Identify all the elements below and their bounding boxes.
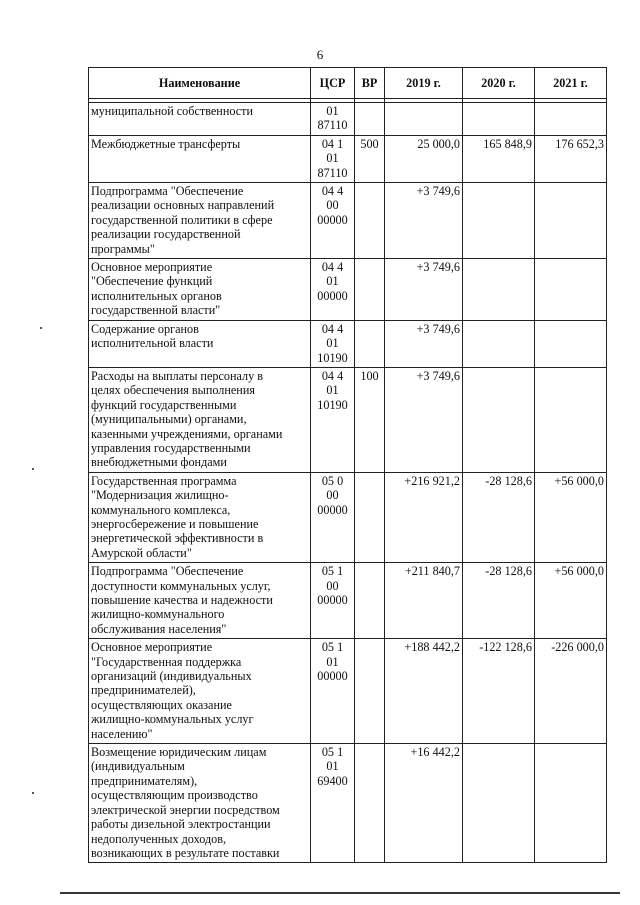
header-2019: 2019 г. — [385, 68, 463, 99]
table-header-row — [89, 68, 607, 99]
cell-2020 — [463, 367, 535, 472]
cell-2021 — [535, 320, 607, 367]
table-row — [89, 103, 607, 136]
cell-2020: -28 128,6 — [463, 472, 535, 562]
cell-2021: -226 000,0 — [535, 639, 607, 744]
cell-csr: 04 4 01 10190 — [311, 367, 355, 472]
cell-2020: -122 128,6 — [463, 639, 535, 744]
cell-2021 — [535, 367, 607, 472]
cell-2019: +188 442,2 — [385, 639, 463, 744]
cell-2020: -28 128,6 — [463, 563, 535, 639]
header-2021: 2021 г. — [535, 68, 607, 99]
cell-vr — [355, 103, 385, 136]
cell-2019: +211 840,7 — [385, 563, 463, 639]
cell-2021: +56 000,0 — [535, 563, 607, 639]
cell-2019: +3 749,6 — [385, 183, 463, 259]
header-csr: ЦСР — [311, 68, 355, 99]
cell-2020 — [463, 183, 535, 259]
cell-csr: 01 87110 — [311, 103, 355, 136]
cell-vr — [355, 563, 385, 639]
cell-name: муниципальной собственности — [89, 103, 311, 136]
cell-2019: +216 921,2 — [385, 472, 463, 562]
cell-vr — [355, 472, 385, 562]
cell-2020 — [463, 744, 535, 863]
scan-dot — [32, 468, 34, 470]
cell-name: Государственная программа "Модернизация жилищно- коммунального комплекса, энергосбережение и повышение энергетической эффективности в Амурской области" — [89, 472, 311, 562]
cell-csr: 05 1 00 00000 — [311, 563, 355, 639]
cell-2019 — [385, 103, 463, 136]
cell-2019: +3 749,6 — [385, 320, 463, 367]
table-row — [89, 563, 607, 639]
scan-dot — [32, 792, 34, 794]
cell-csr: 05 1 01 69400 — [311, 744, 355, 863]
cell-vr: 100 — [355, 367, 385, 472]
cell-2020 — [463, 103, 535, 136]
cell-2019: 25 000,0 — [385, 135, 463, 182]
cell-name: Основное мероприятие "Обеспечение функций исполнительных органов государственной власти" — [89, 259, 311, 321]
cell-name: Содержание органов исполнительной власти — [89, 320, 311, 367]
cell-vr — [355, 259, 385, 321]
cell-name: Возмещение юридическим лицам (индивидуальным предпринимателям), осуществляющим производство электрической энергии посредством работы дизельной электростанции недополученных доходов, возникающих в результате поставки — [89, 744, 311, 863]
table-row — [89, 744, 607, 863]
budget-table — [88, 67, 607, 863]
cell-csr: 04 4 00 00000 — [311, 183, 355, 259]
cell-name: Основное мероприятие "Государственная поддержка организаций (индивидуальных предпринимателей), осуществляющих оказание жилищно-коммунальных услуг населению" — [89, 639, 311, 744]
cell-2021: 176 652,3 — [535, 135, 607, 182]
cell-name: Межбюджетные трансферты — [89, 135, 311, 182]
cell-2019: +3 749,6 — [385, 367, 463, 472]
cell-name: Подпрограмма "Обеспечение реализации основных направлений государственной политики в сфере реализации государственной программы" — [89, 183, 311, 259]
cell-csr: 05 0 00 00000 — [311, 472, 355, 562]
table-row — [89, 367, 607, 472]
header-name: Наименование — [89, 68, 311, 99]
page-number: 6 — [316, 47, 324, 62]
cell-csr: 04 1 01 87110 — [311, 135, 355, 182]
cell-csr: 04 4 01 00000 — [311, 259, 355, 321]
table-row — [89, 259, 607, 321]
table-row — [89, 639, 607, 744]
cell-2021 — [535, 103, 607, 136]
cell-name: Подпрограмма "Обеспечение доступности коммунальных услуг, повышение качества и надежности жилищно-коммунального обслуживания населения" — [89, 563, 311, 639]
cell-vr: 500 — [355, 135, 385, 182]
page-bottom-rule — [60, 892, 620, 894]
cell-csr: 05 1 01 00000 — [311, 639, 355, 744]
cell-csr: 04 4 01 10190 — [311, 320, 355, 367]
cell-vr — [355, 183, 385, 259]
cell-2021 — [535, 183, 607, 259]
cell-vr — [355, 744, 385, 863]
cell-2021 — [535, 259, 607, 321]
cell-2021: +56 000,0 — [535, 472, 607, 562]
scan-dot — [40, 327, 42, 329]
table-row — [89, 472, 607, 562]
cell-2021 — [535, 744, 607, 863]
header-vr: ВР — [355, 68, 385, 99]
table-body — [89, 103, 607, 863]
table-row — [89, 135, 607, 182]
cell-2020 — [463, 259, 535, 321]
cell-name: Расходы на выплаты персоналу в целях обеспечения выполнения функций государственными (муниципальными) органами, казенными учреждениями, органами управления государственными внебюджетными фондами — [89, 367, 311, 472]
cell-2019: +3 749,6 — [385, 259, 463, 321]
header-2020: 2020 г. — [463, 68, 535, 99]
cell-vr — [355, 320, 385, 367]
table-row — [89, 320, 607, 367]
cell-2020: 165 848,9 — [463, 135, 535, 182]
cell-2019: +16 442,2 — [385, 744, 463, 863]
table-row — [89, 183, 607, 259]
cell-2020 — [463, 320, 535, 367]
cell-vr — [355, 639, 385, 744]
